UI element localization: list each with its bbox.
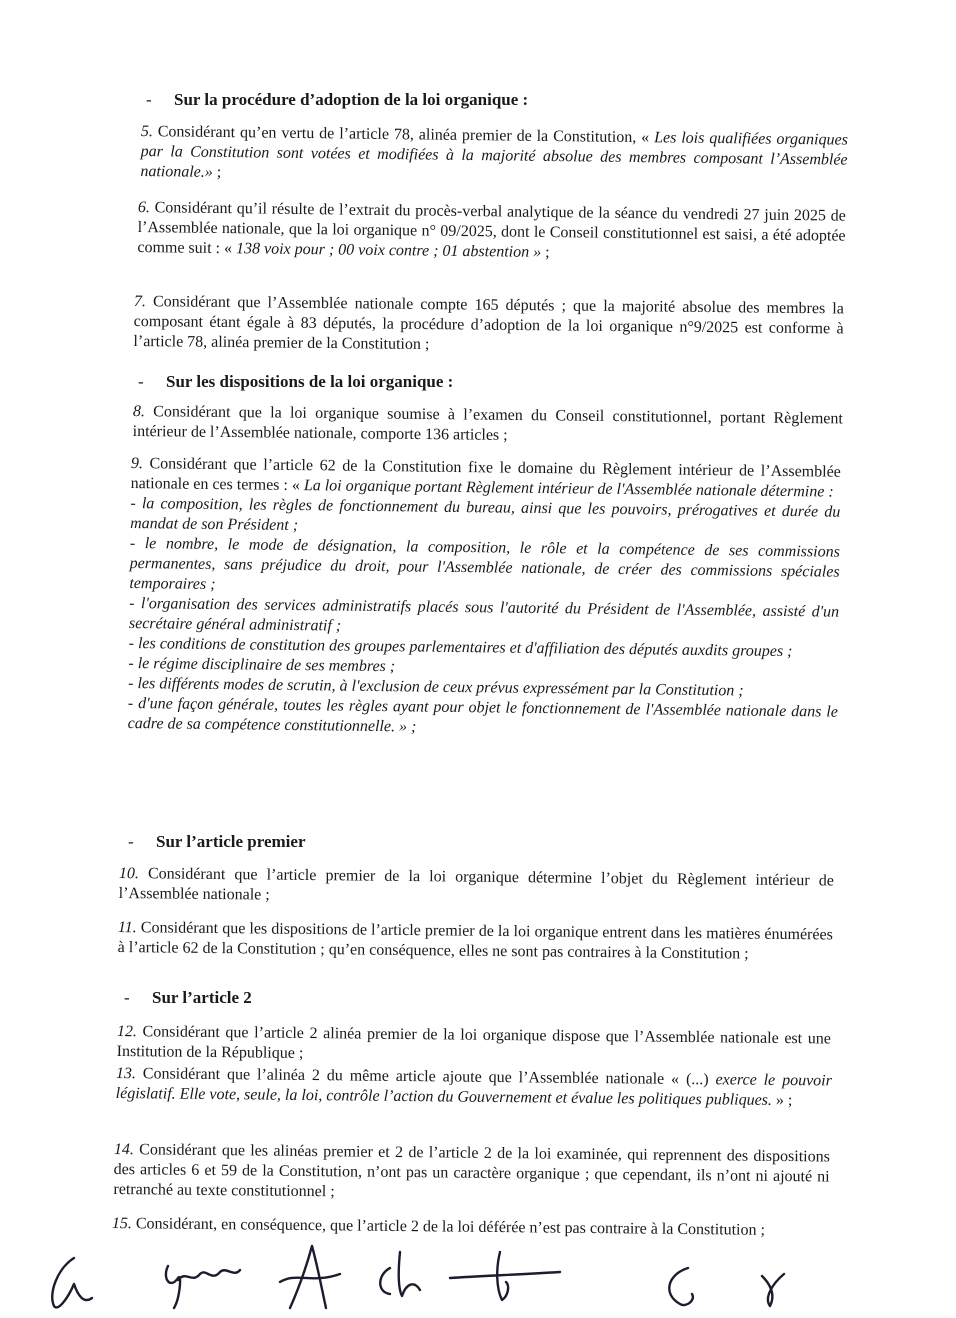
paragraph-9 <box>128 454 841 743</box>
list-item: - la composition, les règles de fonctionnement du bureau, ainsi que les pouvoirs, prérogatives et durée du mandat de son Président ; <box>130 494 841 535</box>
paragraph-text: Considérant que l’article 2 alinéa premier de la loi organique dispose que l’Assemblée nationale est une Institution de la République ; <box>116 1023 831 1062</box>
list-item: - le nombre, le mode de désignation, la composition, le rôle et la compétence de ses commissions permanentes, sans préjudice du droit, pour l'Assemblée nationale, de créer des commissions spéciales temporaires ; <box>129 534 840 594</box>
section-heading-article-premier <box>128 832 306 852</box>
heading-text: Sur l’article 2 <box>152 988 252 1007</box>
paragraph-text: Considérant que l’Assemblée nationale compte 165 députés ; que la majorité absolue des membres la composant étant égale à 83 députés, la procédure d’adoption de la loi organique n°9/2025 est conforme à l’article 78, alinéa premier de la Constitution ; <box>133 293 844 354</box>
paragraph-quote: La loi organique portant Règlement intérieur de l'Assemblée nationale détermine : <box>303 477 834 501</box>
paragraph-number: 10. <box>118 864 139 883</box>
paragraph-number: 12. <box>116 1022 137 1041</box>
paragraph-number: 11. <box>117 918 137 937</box>
paragraph-number: 15. <box>111 1215 132 1233</box>
paragraph-number: 13. <box>115 1065 136 1083</box>
paragraph-number: 9. <box>130 454 143 473</box>
paragraph-text: Considérant que l’article 62 de la Constitution fixe le domaine du Règlement intérieur de l’Assemblée nationale en ces termes : « <box>130 455 841 495</box>
paragraph-quote: Les lois qualifiées organiques par la Constitution sont votées et modifiées à la majorité absolue des membres composant l’Assemblée nationale.» <box>140 129 848 181</box>
paragraph-13 <box>116 1064 832 1111</box>
paragraph-text: Considérant qu’en vertu de l’article 78, alinéa premier de la Constitution, « <box>157 123 650 147</box>
section-heading-article-2 <box>124 988 252 1008</box>
list-item: - le régime disciplinaire de ses membres ; <box>128 654 396 676</box>
signatures-drawing <box>40 1238 920 1313</box>
heading-dash: - <box>124 988 130 1007</box>
paragraph-11 <box>118 918 833 965</box>
list-item: - les conditions de constitution des groupes parlementaires et d'affiliation des députés auxdits groupes ; <box>128 634 793 661</box>
paragraph-8 <box>133 402 843 449</box>
heading-dash: - <box>146 90 152 109</box>
paragraph-text: Considérant que l’alinéa 2 du même article ajoute que l’Assemblée nationale « (...) <box>142 1065 709 1089</box>
paragraph-number: 6. <box>137 198 150 217</box>
paragraph-text: Considérant, en conséquence, que l’article 2 de la loi déférée n’est pas contraire à la Constitution ; <box>135 1215 766 1239</box>
list-item: - les différents modes de scrutin, à l'exclusion de ceux prévus expressément par la Constitution ; <box>128 674 744 700</box>
heading-text: Sur la procédure d’adoption de la loi organique : <box>174 90 529 109</box>
paragraph-text: Considérant que l’article premier de la loi organique détermine l’objet du Règlement intérieur de l’Assemblée nationale ; <box>118 865 834 904</box>
list-item: - l'organisation des services administratifs placés sous l'autorité du Président de l'Assemblée, assisté d'un secrétaire général administratif ; <box>128 594 840 635</box>
section-heading-procedure <box>146 90 528 110</box>
list-item: - d'une façon générale, toutes les règles ayant pour objet le fonctionnement de l'Assemblée nationale dans le cadre de sa compétence constitutionnelle. » ; <box>127 694 839 736</box>
paragraph-text: Considérant qu’il résulte de l’extrait du procès-verbal analytique de la séance du vendredi 27 juin 2025 de l’Assemblée nationale, que la loi organique n° 09/2025, dont le Conseil constitutionnel est saisi, a été adoptée comme suit : « <box>137 199 846 258</box>
heading-text: Sur les dispositions de la loi organique : <box>166 372 454 391</box>
section-heading-dispositions <box>138 372 453 392</box>
paragraph-text: Considérant que la loi organique soumise à l’examen du Conseil constitutionnel, portant Règlement intérieur de l’Assemblée nationale, comporte 136 articles ; <box>132 403 843 444</box>
paragraph-number: 8. <box>132 402 145 421</box>
paragraph-quote: exerce le pouvoir législatif. Elle vote, seule, la loi, contrôle l’action du Gouvernement et évalue les politiques publiques. <box>115 1071 832 1109</box>
paragraph-5 <box>140 122 848 191</box>
paragraph-14 <box>113 1140 830 1207</box>
signature-row <box>40 1238 920 1313</box>
paragraph-10 <box>119 864 834 911</box>
paragraph-12 <box>117 1022 831 1069</box>
paragraph-quote: 138 voix pour ; 00 voix contre ; 01 abstention » <box>235 240 542 261</box>
paragraph-number: 14. <box>113 1141 134 1159</box>
paragraph-end: » ; <box>775 1091 793 1110</box>
paragraph-7 <box>133 292 844 359</box>
paragraph-text: Considérant que les alinéas premier et 2 de l’article 2 de la loi examinée, qui reprennent des dispositions des articles 6 et 59 de la Constitution, n’ont pas un caractère organique ; que cependant, ils n’ont ni ajouté ni retranché au texte constitutionnel ; <box>113 1141 830 1201</box>
paragraph-end: ; <box>216 163 222 181</box>
paragraph-text: Considérant que les dispositions de l’article premier de la loi organique entrent dans les matières énumérées à l’article 62 de la Constitution ; qu’en conséquence, elles ne sont pas contraires à la Constitution ; <box>117 919 833 963</box>
paragraph-6 <box>137 198 846 267</box>
heading-dash: - <box>128 832 134 851</box>
paragraph-number: 5. <box>140 122 153 141</box>
heading-dash: - <box>138 372 144 391</box>
paragraph-number: 7. <box>133 292 146 311</box>
heading-text: Sur l’article premier <box>156 832 306 851</box>
paragraph-end: ; <box>545 243 550 262</box>
